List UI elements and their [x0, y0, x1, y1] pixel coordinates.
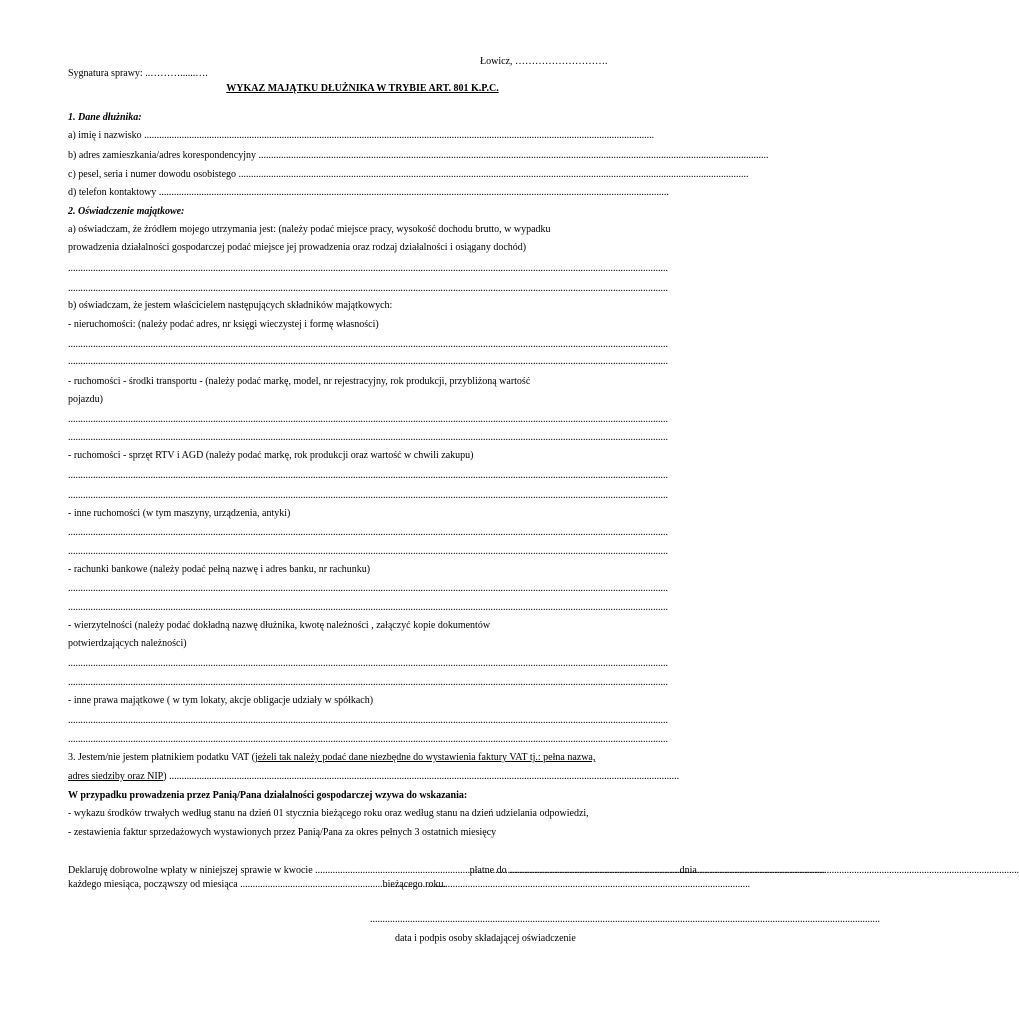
vehicles-label: - ruchomości - środki transportu - (należy podać markę, model, nr rejestracyjny, rok produkcji, przybliżoną wartość — [68, 376, 531, 387]
declaration-text: Deklaruję dobrowolne wpłaty w niniejszej sprawie w kwocie — [68, 865, 313, 876]
answer-line[interactable] — [68, 338, 663, 351]
debtor-name-label: a) imię i nazwisko — [68, 130, 142, 141]
declaration-line-2[interactable] — [68, 878, 663, 891]
debtor-id-label: c) pesel, seria i numer dowodu osobistego — [68, 169, 237, 180]
answer-line[interactable] — [68, 714, 663, 727]
signature-field[interactable] — [370, 913, 605, 926]
fill-dots — [169, 770, 649, 783]
vehicles-label-2: pojazdu) — [68, 394, 103, 405]
debtor-address-field[interactable] — [68, 149, 663, 162]
answer-line[interactable] — [68, 431, 663, 444]
answer-line[interactable] — [68, 601, 663, 614]
start-month-field[interactable] — [240, 878, 380, 891]
vat-statement-instruction: jeżeli tak należy podać dane niezbędne do wystawienia faktury VAT tj.: pełna nazwa, — [254, 752, 596, 763]
section1-heading: 1. Dane dłużnika: — [68, 112, 142, 123]
due-day-field[interactable] — [509, 864, 677, 877]
vat-details-field[interactable] — [68, 770, 663, 783]
vat-statement-start: 3. Jestem/nie jestem płatnikiem podatku VAT ( — [68, 752, 255, 763]
answer-line[interactable] — [68, 545, 663, 558]
claims-label-2: potwierdzających należności) — [68, 638, 187, 649]
declaration-text: bieżącego roku. — [382, 879, 446, 890]
other-movables-label: - inne ruchomości (w tym maszyny, urządzenia, antyki) — [68, 508, 291, 519]
vat-statement-end: ) — [163, 771, 167, 782]
answer-line[interactable] — [68, 489, 663, 502]
declaration-line-1[interactable] — [68, 864, 697, 877]
income-source-text: a) oświadczam, że źródłem mojego utrzymania jest: (należy podać miejsce pracy, wysokość dochodu brutto, w wypadku — [68, 224, 551, 235]
answer-line[interactable] — [68, 469, 663, 482]
answer-line[interactable] — [68, 413, 663, 426]
document-title: WYKAZ MAJĄTKU DŁUŻNIKA W TRYBIE ART. 801 K.P.C. — [226, 83, 499, 94]
fill-dots — [370, 913, 605, 926]
answer-line[interactable] — [68, 582, 663, 595]
answer-line[interactable] — [68, 526, 663, 539]
fill-dots — [258, 149, 648, 162]
assets-intro-text: b) oświadczam, że jestem właścicielem następujących składników majątkowych: — [68, 300, 393, 311]
place-date-field[interactable]: Łowicz, ………………………. — [480, 56, 608, 67]
income-source-text-2: prowadzenia działalności gospodarczej podać miejsce jej prowadzenia oraz rodzaj działalności i osiągany dochód) — [68, 242, 527, 253]
amount-field[interactable] — [315, 864, 467, 877]
declaration-text: każdego miesiąca, począwszy od miesiąca — [68, 879, 238, 890]
answer-line[interactable] — [68, 262, 663, 275]
business-item-fixed-assets: - wykazu środków trwałych według stanu na dzień 01 stycznia bieżącego roku oraz według stanu na dzień udzielania odpowiedzi, — [68, 808, 589, 819]
declaration-text: płatne do — [469, 865, 507, 876]
declaration-text: dnia — [679, 865, 697, 876]
section2-heading: 2. Oświadczenie majątkowe: — [68, 206, 185, 217]
other-rights-label: - inne prawa majątkowe ( w tym lokaty, akcje obligacje udziały w spółkach) — [68, 695, 374, 706]
business-item-invoices: - zestawienia faktur sprzedażowych wystawionych przez Panią/Pana za okres pełnych 3 ostatnich miesięcy — [68, 827, 497, 838]
claims-label: - wierzytelności (należy podać dokładną nazwę dłużnika, kwotę należności , załączyć kopie dokumentów — [68, 620, 491, 631]
answer-line[interactable] — [68, 676, 663, 689]
rtv-agd-label: - ruchomości - sprzęt RTV i AGD (należy podać markę, rok produkcji oraz wartość w chwili zakupu) — [68, 450, 474, 461]
case-signature-field[interactable]: Sygnatura sprawy: ..………......…. — [68, 68, 208, 79]
answer-line[interactable] — [68, 733, 663, 746]
debtor-phone-field[interactable] — [68, 186, 663, 199]
fill-dots — [239, 168, 644, 181]
real-estate-label: - nieruchomości: (należy podać adres, nr księgi wieczystej i formę własności) — [68, 319, 379, 330]
fill-dots — [159, 186, 656, 199]
fill-dots — [144, 129, 629, 142]
answer-line[interactable] — [68, 282, 663, 295]
answer-line[interactable] — [68, 657, 663, 670]
debtor-address-label: b) adres zamieszkania/adres korespondencyjny — [68, 150, 256, 161]
vat-statement — [68, 751, 663, 764]
debtor-id-field[interactable] — [68, 168, 663, 181]
debtor-phone-label: d) telefon kontaktowy — [68, 187, 157, 198]
bank-accounts-label: - rachunki bankowe (należy podać pełną nazwę i adres banku, nr rachunku) — [68, 564, 371, 575]
signature-caption: data i podpis osoby składającej oświadczenie — [395, 933, 576, 944]
business-heading: W przypadku prowadzenia przez Panią/Pana działalności gospodarczej wzywa do wskazania: — [68, 790, 468, 801]
vat-statement-instruction-2: adres siedziby oraz NIP — [68, 771, 164, 782]
answer-line[interactable] — [68, 355, 663, 368]
debtor-name-field[interactable] — [68, 129, 663, 142]
